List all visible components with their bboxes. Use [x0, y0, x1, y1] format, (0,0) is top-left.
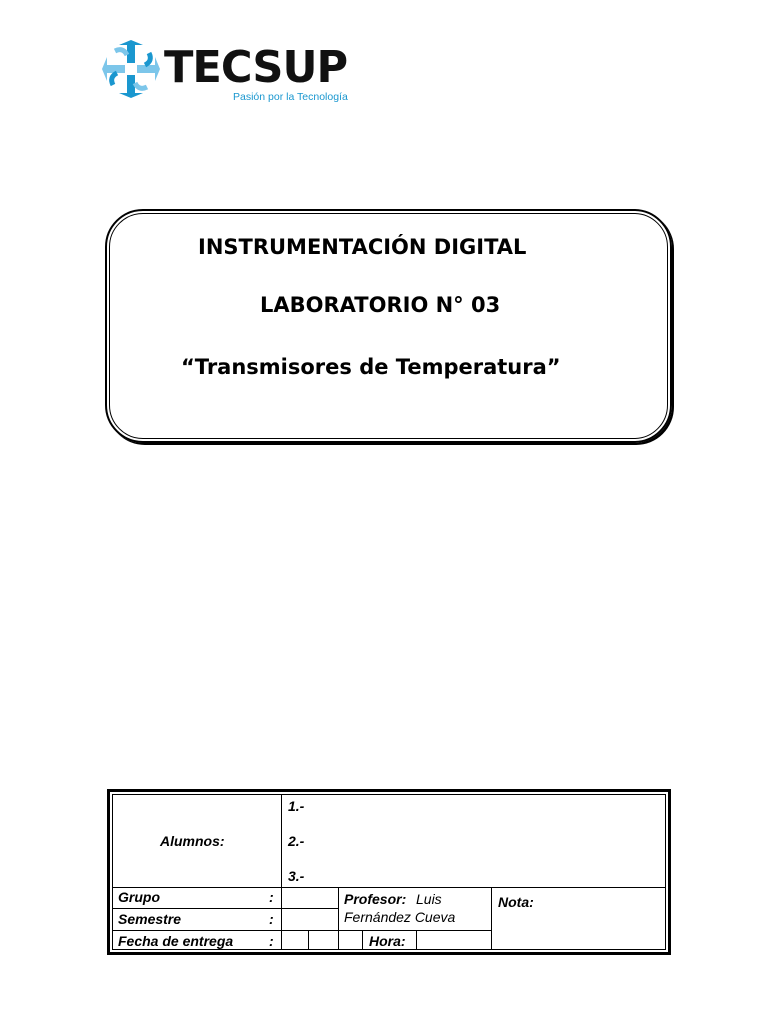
table-rule — [491, 887, 492, 949]
professor-label: Profesor: — [344, 891, 407, 907]
lab-number-title: LABORATORIO N° 03 — [260, 293, 501, 317]
student-number-3: 3.- — [288, 868, 305, 884]
student-number-1: 1.- — [288, 798, 305, 814]
group-label: Grupo — [118, 889, 160, 905]
semester-label: Semestre — [118, 911, 182, 927]
delivery-date-label: Fecha de entrega — [118, 933, 234, 949]
logo-tagline: Pasión por la Tecnología — [233, 91, 348, 103]
group-colon: : — [269, 889, 274, 905]
semester-colon: : — [269, 911, 274, 927]
table-rule — [113, 887, 665, 888]
grade-label: Nota: — [498, 894, 534, 910]
table-rule — [362, 930, 363, 949]
table-rule — [416, 930, 417, 949]
lab-topic-title: “Transmisores de Temperatura” — [181, 355, 561, 379]
table-rule — [338, 887, 339, 949]
student-number-2: 2.- — [288, 833, 305, 849]
students-label: Alumnos: — [160, 833, 225, 849]
cover-title-box — [105, 209, 672, 443]
student-info-table — [107, 789, 671, 955]
table-rule — [113, 908, 338, 909]
tecsup-logo-mark-icon — [100, 40, 162, 98]
professor-name-line2: Fernández Cueva — [344, 909, 456, 925]
table-rule — [113, 930, 491, 931]
student-info-table-inner — [112, 794, 666, 950]
professor-name-line1: Luis — [416, 891, 442, 907]
logo-wordmark: TECSUP — [164, 42, 348, 93]
table-rule — [281, 887, 282, 949]
table-rule — [281, 795, 282, 887]
table-rule — [308, 930, 309, 949]
time-label: Hora: — [369, 933, 406, 949]
tecsup-logo — [100, 38, 360, 108]
course-title: INSTRUMENTACIÓN DIGITAL — [198, 235, 527, 259]
delivery-date-colon: : — [269, 933, 274, 949]
